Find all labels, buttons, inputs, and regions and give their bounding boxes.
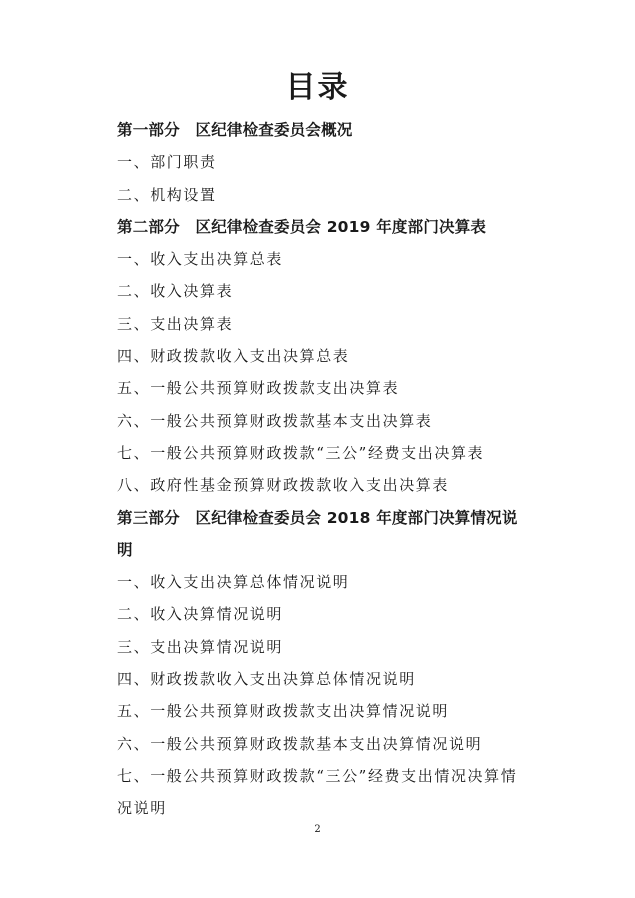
toc-item: 一、收入支出决算总体情况说明 [117, 573, 350, 592]
page-number: 2 [314, 824, 321, 835]
toc-part-heading-continued: 明 [117, 540, 133, 559]
toc-item: 三、支出决算情况说明 [117, 637, 284, 656]
toc-item: 六、一般公共预算财政拨款基本支出决算表 [117, 411, 433, 430]
toc-item: 一、收入支出决算总表 [117, 250, 284, 269]
toc-part-heading: 第一部分 区纪律检查委员会概况 [117, 121, 353, 139]
toc-item: 四、财政拨款收入支出决算总表 [117, 347, 350, 366]
toc-item: 三、支出决算表 [117, 314, 234, 333]
toc-item: 八、政府性基金预算财政拨款收入支出决算表 [117, 476, 450, 495]
toc-part-heading: 第三部分 区纪律检查委员会 2018 年度部门决算情况说 [117, 508, 518, 527]
toc-item-continued: 况说明 [117, 799, 167, 818]
toc-item: 七、一般公共预算财政拨款“三公”经费支出情况决算情 [117, 766, 518, 785]
page-title: 目录 [285, 70, 350, 105]
toc-item: 二、机构设置 [117, 185, 217, 204]
toc-item: 一、部门职责 [117, 153, 217, 172]
toc-item: 二、收入决算表 [117, 282, 234, 301]
toc-item: 七、一般公共预算财政拨款“三公”经费支出决算表 [117, 443, 485, 462]
toc-item: 六、一般公共预算财政拨款基本支出决算情况说明 [117, 734, 483, 753]
toc-part-heading: 第二部分 区纪律检查委员会 2019 年度部门决算表 [117, 217, 487, 236]
toc-item: 五、一般公共预算财政拨款支出决算情况说明 [117, 702, 450, 721]
table-of-contents [117, 114, 557, 825]
toc-item: 二、收入决算情况说明 [117, 605, 284, 624]
toc-item: 四、财政拨款收入支出决算总体情况说明 [117, 670, 416, 689]
toc-item: 五、一般公共预算财政拨款支出决算表 [117, 379, 400, 398]
